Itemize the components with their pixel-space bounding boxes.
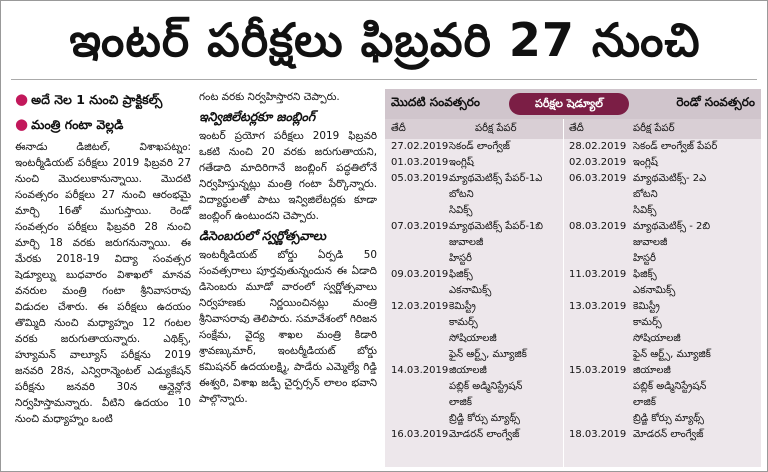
second-year-paper: జియాలజీ	[633, 365, 671, 376]
second-year-date: 13.03.2019	[569, 301, 627, 312]
schedule-row	[385, 347, 761, 363]
article-paragraph: గంట వరకు నిర్వహిస్తారని చెప్పారు.	[199, 91, 340, 103]
second-year-paper: మ్యాథమెటిక్స్ - 2బి	[633, 221, 711, 232]
second-year-date: 18.03.2019	[569, 429, 627, 440]
first-year-paper: సోషియాలజీ	[449, 333, 497, 344]
first-year-paper: బ్రిడ్జి కోర్సు మ్యాథ్స్	[449, 413, 520, 424]
second-year-paper: బోటని	[633, 189, 658, 200]
column-header-date: తేదీ	[569, 123, 584, 134]
bullet-point-2	[15, 114, 191, 135]
second-year-date: 28.02.2019	[569, 141, 627, 152]
headline-divider	[11, 79, 757, 80]
article-body	[15, 139, 191, 427]
second-year-date: 11.03.2019	[569, 269, 627, 280]
first-year-title: మొదటి సంవత్సరం	[391, 95, 480, 109]
schedule-row	[385, 395, 761, 411]
second-year-paper: సెకండ్ లాంగ్వేజ్ పేపర్	[633, 141, 718, 152]
first-year-paper: మ్యాథమెటిక్స్ పేపర్-1బి	[449, 221, 544, 232]
second-year-title: రెండో సంవత్సరం	[676, 95, 755, 109]
article-column-1	[15, 89, 191, 467]
bullet-dot-icon: ●	[15, 115, 29, 133]
schedule-header	[385, 89, 761, 119]
schedule-row	[385, 139, 761, 155]
second-year-date: 02.03.2019	[569, 157, 627, 168]
first-year-paper: జువాలజీ	[449, 237, 484, 248]
first-year-date: 12.03.2019	[391, 301, 449, 312]
second-year-paper: ఇంగ్లిష్	[633, 157, 658, 168]
schedule-row	[385, 187, 761, 203]
subheading-golden-jubilee: డిసెంబరులో స్వర్ణోత్సవాలు	[199, 228, 326, 243]
article-paragraph: ఈనాడు డిజిటల్, విశాఖపట్నం: ఇంటర్మీడియట్ పరీక్షలు 2019 ఫిబ్రవరి 27 నుంచి మొదలుకానున్నాయి. మొదటి సంవత్సరం పరీక్షలు 27 నుంచి ఆరంభమై మార్చి 16తో ముగుస్తాయి. రెండో సంవత్సరం పరీక్షలు ఫిబ్రవరి 28 నుంచి మార్చి 18 వరకు జరుగనున్నాయి. ఈ మేరకు 2018-19 విద్యా సంవత్సర షెడ్యూల్ను బుధవారం విశాఖలో మానవ వనరుల మంత్రి గంటా శ్రీనివాసరావు విడుదల చేశారు. ఈ పరీక్షలు ఉదయం తొమ్మిది నుంచి మధ్యాహ్నం 12 గంటల వరకు జరుగుతాయన్నారు. ఎథిక్స్, హ్యూమన్ వాల్యూస్ పరీక్షను 2019 జనవరి 28న, ఎన్విరాన్మెంటల్ ఎడ్యుకేషన్ పరీక్షను జనవరి 30న ఆన్లైన్లోనే నిర్వహిస్తామన్నారు. వీటిని ఉదయం 10 నుంచి మధ్యాహ్నం ఒంటి	[15, 141, 191, 425]
schedule-rows	[385, 139, 761, 443]
bullet-point-1	[15, 89, 191, 110]
first-year-date: 09.03.2019	[391, 269, 449, 280]
second-year-paper: సోషియాలజీ	[633, 333, 681, 344]
first-year-paper: ఎకనామిక్స్	[449, 285, 492, 296]
bullet-text: మంత్రి గంటా వెల్లడి	[31, 117, 124, 132]
schedule-title-pill: పరీక్షల షెడ్యూల్	[509, 93, 629, 115]
schedule-row	[385, 315, 761, 331]
schedule-row	[385, 155, 761, 171]
subheading-jumbling: ఇన్విజిలేటర్లకూ జంబ్లింగ్	[199, 109, 316, 124]
schedule-row	[385, 267, 761, 283]
schedule-row	[385, 363, 761, 379]
first-year-paper: ఫైన్ ఆర్ట్స్, మ్యూజిక్	[449, 349, 527, 360]
first-year-paper: మ్యాథమెటిక్స్ పేపర్-1ఎ	[449, 173, 543, 184]
article-paragraph: ఇంటర్మీడియట్ బోర్డు ఏర్పడి 50 సంవత్సరాలు పూర్తవుతున్నందున ఈ ఏడాది డిసెంబరు మూడో వారంలో స్వర్ణోత్సవాలు నిర్వహణకు నిర్ణయించినట్లు మంత్రి శ్రీనివాసరావు తెలిపారు. సమావేశంలో గిరిజన సంక్షేమ, వైద్య శాఖల మంత్రి కిడారి శ్రావణ్కుమార్, ఇంటర్మీడియట్ బోర్డు కమిషనర్ ఉదయలక్ష్మి, పాడేరు ఎమ్మెల్యే గిడ్డి ఈశ్వరి, విశాఖ జడ్పీ చైర్పర్సన్ లాలం భవాని పాల్గొన్నారు.	[199, 249, 377, 405]
second-year-date: 15.03.2019	[569, 365, 627, 376]
first-year-date: 01.03.2019	[391, 157, 449, 168]
bullet-dot-icon: ●	[15, 90, 29, 108]
column-header-paper: పరీక్ష పేపర్	[633, 123, 675, 134]
second-year-paper: కామర్స్	[633, 317, 662, 328]
exam-schedule-table	[385, 89, 761, 467]
first-year-paper: జియాలజీ	[449, 365, 487, 376]
headline: ఇంటర్ పరీక్షలు ఫిబ్రవరి 27 నుంచి	[69, 13, 701, 67]
second-year-paper: హిస్టరీ	[633, 253, 656, 264]
schedule-row	[385, 379, 761, 395]
schedule-row	[385, 251, 761, 267]
second-year-paper: ఫైన్ ఆర్ట్స్, మ్యూజిక్	[633, 349, 711, 360]
bullet-text: అదే నెల 1 నుంచి ప్రాక్టికల్స్	[31, 92, 163, 107]
second-year-paper: ఎకనామిక్స్	[633, 285, 676, 296]
first-year-paper: బోటని	[449, 189, 474, 200]
first-year-date: 05.03.2019	[391, 173, 449, 184]
second-year-paper: కెమిస్ట్రీ	[633, 301, 660, 312]
schedule-row	[385, 331, 761, 347]
first-year-date: 16.03.2019	[391, 429, 449, 440]
schedule-row	[385, 299, 761, 315]
first-year-paper: హిస్టరీ	[449, 253, 472, 264]
schedule-row	[385, 427, 761, 443]
second-year-paper: మ్యాథమెటిక్స్- 2ఎ	[633, 173, 707, 184]
article-paragraph: ఇంటర్ ప్రయోగ పరీక్షలు 2019 ఫిబ్రవరి ఒకటి నుంచి 20 వరకు జరుగుతాయని, గతేడాది మాదిరిగానే జంబ్లింగ్ పద్ధతిలోనే నిర్వహిస్తున్నట్లు మంత్రి గంటా పేర్కొన్నారు. విద్యార్థులతో పాటు ఇన్విజిలేటర్లకు కూడా జంబ్లింగ్ ఉంటుందని చెప్పారు.	[199, 130, 377, 222]
schedule-row	[385, 171, 761, 187]
first-year-date: 14.03.2019	[391, 365, 449, 376]
column-header-row	[385, 119, 761, 139]
first-year-paper: కామర్స్	[449, 317, 478, 328]
column-header-date: తేదీ	[391, 123, 406, 134]
first-year-paper: కెమిస్ట్రీ	[449, 301, 476, 312]
first-year-date: 27.02.2019	[391, 141, 449, 152]
first-year-paper: ఇంగ్లిష్	[449, 157, 474, 168]
article-column-2	[199, 89, 377, 467]
schedule-row	[385, 411, 761, 427]
second-year-date: 08.03.2019	[569, 221, 627, 232]
second-year-paper: సివిక్స్	[633, 205, 657, 216]
second-year-paper: ఫిజిక్స్	[633, 269, 657, 280]
first-year-paper: సివిక్స్	[449, 205, 473, 216]
second-year-paper: పబ్లిక్ అడ్మినిస్ట్రేషన్	[633, 381, 707, 392]
second-year-paper: బ్రిడ్జి కోర్సు మ్యాథ్స్	[633, 413, 704, 424]
schedule-row	[385, 203, 761, 219]
column-header-paper: పరీక్ష పేపర్	[475, 123, 517, 134]
second-year-paper: మోడరన్ లాంగ్వేజ్	[633, 429, 704, 440]
first-year-paper: పబ్లిక్ అడ్మినిస్ట్రేషన్	[449, 381, 523, 392]
first-year-date: 07.03.2019	[391, 221, 449, 232]
first-year-paper: లాజిక్	[449, 397, 472, 408]
first-year-paper: మోడరన్ లాంగ్వేజ్	[449, 429, 520, 440]
first-year-paper: ఫిజిక్స్	[449, 269, 473, 280]
second-year-paper: లాజిక్	[633, 397, 656, 408]
schedule-row	[385, 235, 761, 251]
schedule-row	[385, 283, 761, 299]
second-year-paper: జువాలజీ	[633, 237, 668, 248]
schedule-row	[385, 219, 761, 235]
second-year-date: 06.03.2019	[569, 173, 627, 184]
first-year-paper: సెకండ్ లాంగ్వేజ్	[449, 141, 510, 152]
